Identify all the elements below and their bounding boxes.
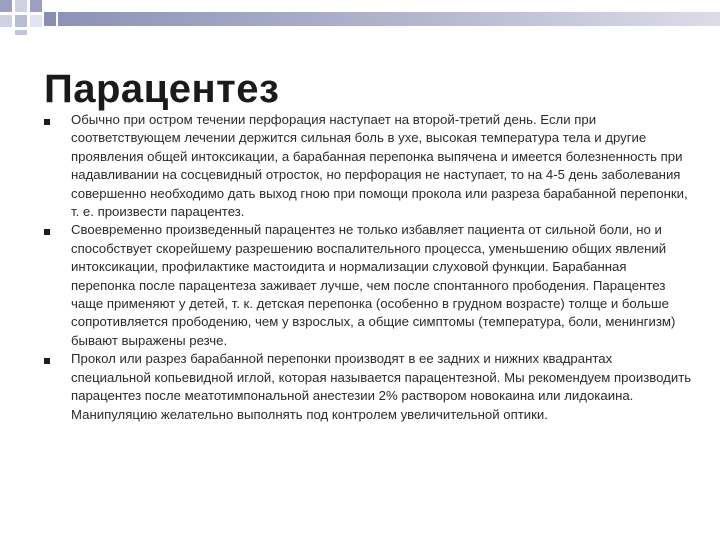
square-bullet-icon bbox=[44, 358, 50, 364]
decor-square bbox=[0, 15, 12, 27]
decor-square bbox=[15, 30, 27, 35]
bullet-list bbox=[42, 111, 692, 424]
square-bullet-icon bbox=[44, 229, 50, 235]
list-item-text: Прокол или разрез барабанной перепонки производят в ее задних и нижних квадрантах специальной копьевидной иглой, которая называется парацентезной. Мы рекомендуем производить парацентез после меатотимпональной анестезии 2% раствором новокаина или лидокаина. Манипуляцию желательно выполнять под контролем увеличительной оптики. bbox=[71, 351, 692, 422]
slide-title: Парацентез bbox=[44, 66, 280, 111]
decor-square bbox=[15, 15, 27, 27]
square-bullet-icon bbox=[44, 119, 50, 125]
list-item bbox=[42, 350, 692, 424]
decorative-header bbox=[0, 0, 720, 35]
list-item bbox=[42, 111, 692, 221]
decor-square bbox=[44, 12, 56, 26]
list-item-text: Обычно при остром течении перфорация наступает на второй-третий день. Если при соответствующем лечении держится сильная боль в ухе, высокая температура тела и другие проявления общей интоксикации, а барабанная перепонка выпячена и имеется болезненность при надавливании на сосцевидный отросток, но перфорация не наступает, то на 4-5 день заболевания совершенно необходимо дать выход гною при помощи прокола или разреза барабанной перепонки, т. е. произвести парацентез. bbox=[71, 112, 688, 220]
header-gradient-bar bbox=[58, 12, 720, 26]
decor-square bbox=[30, 15, 42, 27]
decor-square bbox=[15, 0, 27, 12]
decor-square bbox=[30, 0, 42, 12]
decor-square bbox=[0, 0, 12, 12]
list-item-text: Своевременно произведенный парацентез не только избавляет пациента от сильной боли, но и способствует скорейшему разрешению воспалительного процесса, уменьшению общих явлений интоксикации, профилактике мастоидита и нормализации слуховой функции. Барабанная перепонка после парацентеза заживает лучше, чем после спонтанного прободения. Парацентез чаще применяют у детей, т. к. детская перепонка (особенно в грудном возрасте) толще и больше сопротивляется прободению, чем у взрослых, а общие симптомы (температура, боли, менингизм) бывают выражены резче. bbox=[71, 222, 676, 348]
list-item bbox=[42, 221, 692, 350]
